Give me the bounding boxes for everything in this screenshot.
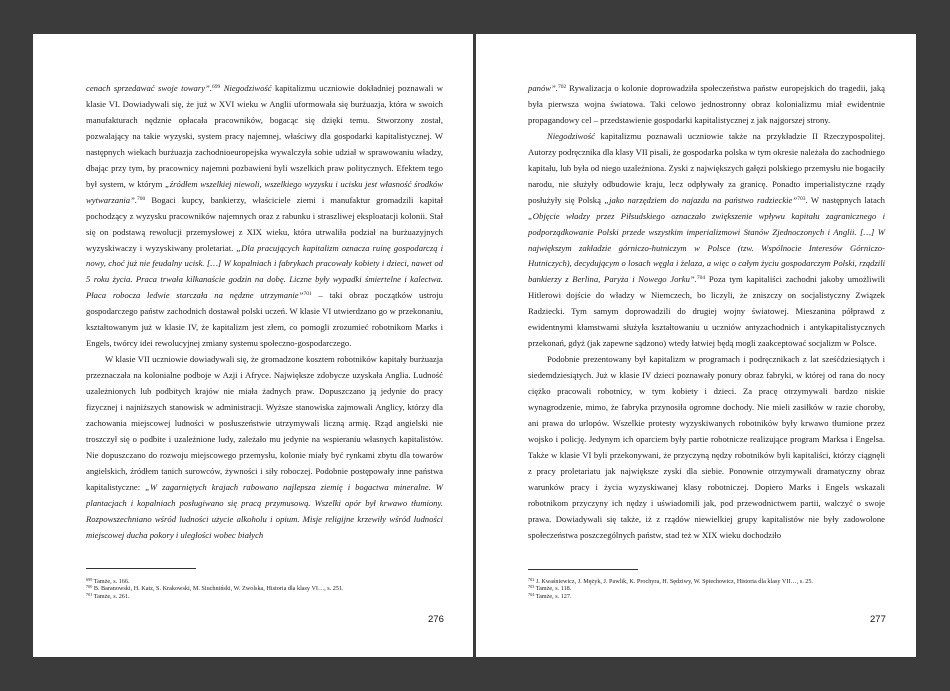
text-run: W klasie VII uczniowie dowiadywali się, że gromadzone kosztem robotników kapitały burżuazja przeznaczała na kolonialne podboje w Azji i Afryce. Największe zdobycze uzyskała Anglia. Ludność uzależnionych lub podbitych krajów nie miała żadnych praw. Dopuszczano ją jedynie do pracy fizycznej i najniższych stanowisk w administracji. Wyższe stanowiska zajmowali Anglicy, którzy dla zachowania miejscowej ludności w posłuszeństwie utrzymywali liczną armię. Rząd angielski nie troszczył się o podbite i uzależnione ludy, zależało mu jedynie na wspieraniu własnych kapitalistów. Nie dopuszczano do rozwoju miejscowego przemysłu, kolonie miały być rynkami zbytu dla towarów angielskich, źródłem tanich surowców, żywności i siły roboczej. Podobnie postępowały inne państwa kapitalistyczne:	[86, 354, 443, 492]
footnote-text: Tamże, s. 127.	[534, 592, 572, 600]
footnote-ref: 702	[557, 84, 567, 90]
italic-text: „jako narzędziem do najazdu na państwo radzieckie”	[604, 194, 798, 205]
text-run: Poza tym kapitaliści zachodni jakoby umożliwili Hitlerowi dojście do władzy w Niemczech, bo liczyli, że zniszczy on socjalistyczny Związek Radziecki. Tym samym doprowadzili do drugiej wojny światowej. Mieszanina półprawd z ewidentnymi kłamstwami służyła kształtowaniu u uczniów antyzachodnich i antykapitalistycznych przekonań, gdyż (jak zapewne sądzono) wtedy łatwiej będą mogli zaakceptować socjalizm w Polsce.	[528, 274, 885, 349]
footnote-ref: 701	[303, 291, 312, 298]
footnote-number: 703	[528, 584, 535, 590]
right-page-body	[528, 81, 885, 544]
footnote-ref: 699	[212, 84, 221, 90]
left-page-footnotes	[86, 578, 344, 600]
text-run: Rywalizacja o kolonie doprowadziła społeczeństwa państw europejskich do tragedii, jaką była pierwsza wojna światowa. Taki celowo jednostronny obraz kolonializmu miał ewidentnie propagandowy cel – przedstawienie gospodarki kapitalistycznej z jak najgorszej strony.	[528, 83, 885, 125]
footnote-text: Tamże, s. 166.	[92, 578, 130, 585]
footnote	[528, 585, 813, 592]
footnote	[86, 593, 344, 600]
footnote-number: 704	[528, 591, 535, 597]
italic-text: cenach sprzedawać swoje towary”.	[86, 83, 212, 93]
text-run: kapitalizmu poznawali uczniowie także na przykładzie II Rzeczypospolitej. Autorzy podręcznika dla klasy VII pisali, że gospodarka polska w tym okresie należała do zachodniego kapitału, lub była od niego uzależniona. Zyski z największych gałęzi polskiego przemysłu nie bogaciły narodu, nie służyły odbudowie kraju, lecz odpływały za granicę. Ponadto imperialistyczne rządy posłużyły się Polską	[528, 130, 885, 205]
left-page-body	[86, 81, 443, 544]
footnote-ref: 703	[797, 195, 806, 202]
paragraph	[528, 352, 885, 543]
footnote-text: Tamże, s. 118.	[534, 585, 572, 593]
footnote-ref: 704	[696, 275, 706, 282]
paragraph	[86, 81, 443, 352]
right-page-footnotes	[528, 578, 813, 600]
italic-text: „Objęcie władzy przez Piłsudskiego oznaczało zwiększenie wpływu kapitału zagranicznego i podporządkowanie Polski przede wszystkim imperializmowi Stanów Zjednoczonych i Anglii. […] W największym zakładzie górniczo-hutniczym w Polsce (tzw. Wspólnocie Interesów Górniczo-Hutniczych), decydującym o losach węgla i żelaza, a więc o całym życiu gospodarczym Polski, rządzili bankierzy z Berlina, Paryża i Nowego Jorku”.	[528, 210, 885, 285]
text-run: kapitalizmu uczniowie dokładniej poznawali w klasie VI. Dowiadywali się, że już w XVI wieku w Anglii uformowała się burżuazja, która w swoich manufakturach nędznie opłacała pracowników, bogacąc się dzięki temu. Stworzony został, pozwalający na takie wyzyski, system pracy najemnej, właściwy dla gospodarki kapitalistycznej. W następnych wiekach burżuazja zachodnioeuropejska wywalczyła sobie udział w sprawowaniu władzy, dbając przy tym, by pracownicy najemni pozbawieni byli wszelkich praw politycznych. Efektem tego był system, w którym	[86, 83, 443, 189]
paragraph	[528, 81, 885, 129]
footnote	[86, 585, 344, 592]
footnote-separator	[86, 568, 196, 569]
italic-text: Niegodziwość	[223, 83, 272, 93]
footnote-number: 701	[86, 591, 93, 597]
italic-text: panów”.	[528, 83, 558, 93]
text-run: – taki obraz początków ustroju gospodarczego państw zachodnich dostawał polski uczeń. W klasie VI utwierdzano go w przekonaniu, kształtowanym już w klasie IV, że kapitalizm jest złem, co pomogli zrozumieć robotnikom Marks i Engels, twórcy idei rewolucyjnej zmiany systemu społeczno-gospodarczego.	[86, 290, 443, 349]
text-run: Podobnie prezentowany był kapitalizm w programach i podręcznikach z lat sześćdziesiątych i siedemdziesiątych. Już w klasie IV dzieci poznawały ponury obraz fabryki, w której od rana do nocy ciężko pracowali robotnicy, w tym kobiety i dzieci. Za pracę otrzymywali bardzo niskie wynagrodzenie, mimo, że fabryka przynosiła ogromne dochody. Nie mieli zasiłków w razie choroby, ani prawa do urlopów. Wszelkie protesty wyzyskiwanych robotników były krwawo tłumione przez wojsko i policję. Jedynym ich oparciem były partie robotnicze realizujące program Marksa i Engelsa. Także w klasie VI byli przekonywani, że przyczyną nędzy robotników byli kapitaliści, którzy ciągnęli z pracy proletariatu jak największe zyski dla siebie. Ponownie otrzymywali dramatyczny obraz warunków pracy i życia wyzyskiwanej klasy robotniczej. Dopiero Marks i Engels wskazali robotnikom przyczyny ich nędzy i uświadomili jak, pod przewodnictwem partii, walczyć o swoje prawa. Dowiadywali się także, iż z rządów niewielkiej grupy kapitalistów nie były zadowolone społeczeństwa poszczególnych państw, stad też w XIX wieku dochodziło	[528, 354, 885, 540]
right-page	[476, 34, 916, 657]
footnote-text: Tamże, s. 261.	[92, 592, 130, 600]
italic-text: „źródłem wszelkiej niewoli, wszelkiego wyzysku i ucisku jest własność środków wytwarzania”.	[86, 178, 444, 205]
italic-text: „W zagarniętych krajach rabowano najlepsza ziemię i bogactwa mineralne. W plantacjach i kopalniach posługiwano się pracą przymusową. Wszelki opór był krwawo tłumiony. Rozpowszechniano wśród ludności użycie alkoholu i opium. Misje religijne krzewiły wśród ludności miejscowej ducha pokory i uległości wobec białych	[86, 481, 443, 540]
footnote-number: 700	[86, 584, 93, 590]
footnote-number: 699	[86, 577, 93, 582]
footnote-ref: 700	[137, 195, 146, 202]
footnote	[528, 593, 813, 600]
paragraph	[86, 352, 443, 543]
italic-text: Niegodziwość	[547, 130, 595, 141]
footnote-text: J. Kwaśniewicz, J. Mężyk, J. Pawlik, K. Prochyra, H. Sędziwy, W. Spiechowicz, Historia dla klasy VII…, s. 25.	[534, 578, 814, 585]
paragraph	[528, 129, 885, 352]
footnote-text: B. Baranowski, H. Katz, S. Krakowski, M. Siuchniński, W. Zwolska, Historia dla klasy VI…, s. 251.	[92, 585, 344, 593]
text-run: Bogaci kupcy, bankierzy, właściciele ziemi i manufaktur gromadzili kapitał pochodzący z wyzysku pracowników najemnych oraz z rabunku i straszliwej eksploatacji kolonii. Stał się on podstawą rewolucji przemysłowej z XIX wieku, która utrwaliła podział na burżuazyjnych wyzyskiwaczy i wyzyskiwany proletariat.	[86, 194, 443, 253]
italic-text: „Dla pracujących kapitalizm oznacza ruinę gospodarczą i nowy, choć już nie feudalny ucisk. […] W kopalniach i fabrykach pracowały kobiety i dzieci, nawet od 5 roku życia. Praca trwała kilkanaście godzin na dobę. Liczne były wypadki śmiertelne i kalectwa. Płaca robocza ledwie starczała na nędzne utrzymanie”	[86, 242, 443, 301]
page-number: 277	[870, 614, 886, 625]
page-number: 276	[428, 614, 444, 625]
left-page	[33, 34, 473, 657]
text-run: . W następnych latach	[805, 194, 885, 205]
footnote-number: 702	[528, 577, 535, 582]
footnote-separator	[528, 569, 638, 570]
